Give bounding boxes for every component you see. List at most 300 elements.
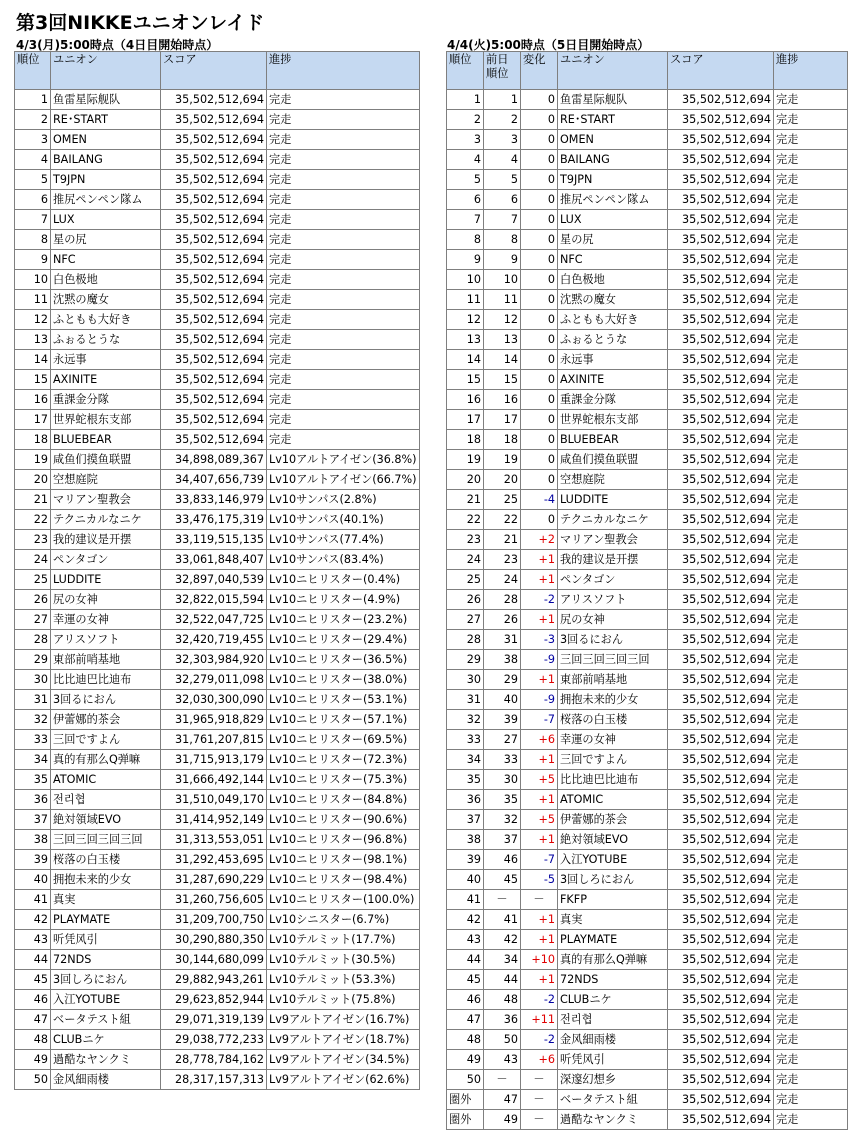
union-cell: ふともも大好き — [558, 310, 668, 330]
rank-cell: 21 — [15, 490, 51, 510]
score-cell: 35,502,512,694 — [668, 490, 774, 510]
union-cell: 重課金分隊 — [51, 390, 161, 410]
union-cell: T9JPN — [558, 170, 668, 190]
left-table-subtitle: 4/3(月)5:00時点（4日目開始時点） — [16, 38, 219, 52]
score-cell: 33,119,515,135 — [161, 530, 267, 550]
score-cell: 35,502,512,694 — [161, 150, 267, 170]
rank-cell: 11 — [447, 290, 484, 310]
rank-cell: 27 — [15, 610, 51, 630]
rank-cell: 20 — [447, 470, 484, 490]
progress-cell: 完走 — [267, 370, 420, 390]
rank-cell: 9 — [15, 250, 51, 270]
score-cell: 35,502,512,694 — [668, 950, 774, 970]
score-cell: 31,260,756,605 — [161, 890, 267, 910]
prev-rank-cell: 36 — [484, 1010, 521, 1030]
table-row — [15, 170, 420, 190]
rank-cell: 39 — [447, 850, 484, 870]
table-row — [447, 590, 848, 610]
score-cell: 35,502,512,694 — [668, 410, 774, 430]
prev-rank-cell: 11 — [484, 290, 521, 310]
change-cell: -7 — [521, 850, 558, 870]
score-cell: 35,502,512,694 — [161, 170, 267, 190]
table-row — [447, 130, 848, 150]
union-cell: BLUEBEAR — [51, 430, 161, 450]
rank-cell: 4 — [447, 150, 484, 170]
rank-cell: 43 — [447, 930, 484, 950]
page-title: 第3回NIKKEユニオンレイド — [16, 12, 265, 34]
union-cell: ATOMIC — [51, 770, 161, 790]
score-cell: 32,420,719,455 — [161, 630, 267, 650]
change-cell: -9 — [521, 650, 558, 670]
progress-cell: 完走 — [267, 210, 420, 230]
prev-rank-cell: 2 — [484, 110, 521, 130]
table-row — [447, 750, 848, 770]
table-row — [447, 1070, 848, 1090]
rank-cell: 50 — [15, 1070, 51, 1090]
table-row — [15, 510, 420, 530]
rank-cell: 37 — [447, 810, 484, 830]
score-cell: 30,144,680,099 — [161, 950, 267, 970]
rank-cell: 3 — [15, 130, 51, 150]
progress-cell: Lv10ニヒリスター(98.4%) — [267, 870, 420, 890]
rank-cell: 31 — [15, 690, 51, 710]
change-cell: +1 — [521, 610, 558, 630]
union-cell: 重課金分隊 — [558, 390, 668, 410]
union-cell: 金风細雨楼 — [51, 1070, 161, 1090]
progress-cell: 完走 — [774, 950, 848, 970]
header-union: ユニオン — [558, 52, 668, 90]
progress-cell: 完走 — [774, 690, 848, 710]
table-row — [447, 290, 848, 310]
rank-cell: 19 — [15, 450, 51, 470]
progress-cell: Lv10アルトアイゼン(66.7%) — [267, 470, 420, 490]
change-cell: 0 — [521, 470, 558, 490]
union-cell: マリアン聖教会 — [558, 530, 668, 550]
rank-cell: 38 — [15, 830, 51, 850]
progress-cell: Lv10ニヒリスター(72.3%) — [267, 750, 420, 770]
progress-cell: Lv10アルトアイゼン(36.8%) — [267, 450, 420, 470]
table-row — [15, 950, 420, 970]
progress-cell: 完走 — [267, 290, 420, 310]
rank-cell: 31 — [447, 690, 484, 710]
rank-cell: 32 — [15, 710, 51, 730]
progress-cell: Lv10ニヒリスター(53.1%) — [267, 690, 420, 710]
union-cell: 過酷なヤンクミ — [558, 1110, 668, 1130]
rank-cell: 13 — [447, 330, 484, 350]
score-cell: 35,502,512,694 — [668, 690, 774, 710]
rank-cell: 18 — [15, 430, 51, 450]
change-cell: +10 — [521, 950, 558, 970]
union-cell: 推尻ペンペン隊ム — [51, 190, 161, 210]
score-cell: 35,502,512,694 — [668, 450, 774, 470]
progress-cell: 完走 — [774, 130, 848, 150]
prev-rank-cell: 32 — [484, 810, 521, 830]
union-cell: 3回しろにおん — [558, 870, 668, 890]
rank-cell: 17 — [447, 410, 484, 430]
union-cell: 三回三回三回三回 — [51, 830, 161, 850]
rank-cell: 45 — [15, 970, 51, 990]
score-cell: 35,502,512,694 — [161, 410, 267, 430]
score-cell: 29,038,772,233 — [161, 1030, 267, 1050]
union-cell: ペンタゴン — [51, 550, 161, 570]
prev-rank-cell: 16 — [484, 390, 521, 410]
prev-rank-cell: 48 — [484, 990, 521, 1010]
rank-cell: 28 — [447, 630, 484, 650]
score-cell: 35,502,512,694 — [668, 650, 774, 670]
table-row — [15, 490, 420, 510]
score-cell: 34,898,089,367 — [161, 450, 267, 470]
change-cell: -2 — [521, 590, 558, 610]
prev-rank-cell: 35 — [484, 790, 521, 810]
table-row — [447, 390, 848, 410]
score-cell: 35,502,512,694 — [668, 470, 774, 490]
rank-cell: 40 — [15, 870, 51, 890]
change-cell: 0 — [521, 410, 558, 430]
progress-cell: 完走 — [774, 330, 848, 350]
progress-cell: 完走 — [267, 270, 420, 290]
progress-cell: Lv10ニヒリスター(100.0%) — [267, 890, 420, 910]
rank-cell: 1 — [447, 90, 484, 110]
table-row — [15, 410, 420, 430]
rank-cell: 16 — [447, 390, 484, 410]
header-rank: 順位 — [15, 52, 51, 90]
progress-cell: 完走 — [267, 110, 420, 130]
union-cell: ふぉるとうな — [51, 330, 161, 350]
progress-cell: Lv10ニヒリスター(36.5%) — [267, 650, 420, 670]
table-header-row — [15, 52, 420, 90]
union-cell: 絶対領域EVO — [558, 830, 668, 850]
table-row — [447, 690, 848, 710]
rank-cell: 49 — [15, 1050, 51, 1070]
table-row — [447, 1090, 848, 1110]
score-cell: 35,502,512,694 — [161, 110, 267, 130]
rank-cell: 15 — [15, 370, 51, 390]
table-row — [447, 1010, 848, 1030]
prev-rank-cell: 12 — [484, 310, 521, 330]
change-cell: － — [521, 1090, 558, 1110]
score-cell: 35,502,512,694 — [668, 850, 774, 870]
union-cell: RE･START — [51, 110, 161, 130]
progress-cell: 完走 — [774, 550, 848, 570]
rank-cell: 15 — [447, 370, 484, 390]
change-cell: -9 — [521, 690, 558, 710]
score-cell: 35,502,512,694 — [668, 730, 774, 750]
table-row — [15, 290, 420, 310]
table-row — [447, 990, 848, 1010]
table-row — [15, 670, 420, 690]
progress-cell: 完走 — [774, 810, 848, 830]
union-cell: 白色极地 — [51, 270, 161, 290]
score-cell: 33,476,175,319 — [161, 510, 267, 530]
ranking-table-day5 — [446, 51, 848, 1130]
table-row — [447, 850, 848, 870]
change-cell: +6 — [521, 730, 558, 750]
union-cell: アリスソフト — [51, 630, 161, 650]
score-cell: 35,502,512,694 — [161, 350, 267, 370]
progress-cell: Lv9アルトアイゼン(62.6%) — [267, 1070, 420, 1090]
score-cell: 35,502,512,694 — [668, 350, 774, 370]
score-cell: 35,502,512,694 — [668, 110, 774, 130]
table-row — [447, 730, 848, 750]
table-row — [15, 1070, 420, 1090]
rank-cell: 6 — [15, 190, 51, 210]
table-row — [15, 650, 420, 670]
change-cell: -4 — [521, 490, 558, 510]
score-cell: 35,502,512,694 — [161, 290, 267, 310]
progress-cell: 完走 — [774, 370, 848, 390]
change-cell: 0 — [521, 370, 558, 390]
table-row — [15, 470, 420, 490]
rank-cell: 36 — [15, 790, 51, 810]
rank-cell: 30 — [15, 670, 51, 690]
progress-cell: 完走 — [774, 210, 848, 230]
table-row — [15, 350, 420, 370]
progress-cell: 完走 — [774, 610, 848, 630]
change-cell: -5 — [521, 870, 558, 890]
score-cell: 35,502,512,694 — [668, 630, 774, 650]
progress-cell: Lv9アルトアイゼン(34.5%) — [267, 1050, 420, 1070]
progress-cell: 完走 — [267, 250, 420, 270]
table-row — [447, 770, 848, 790]
change-cell: +1 — [521, 750, 558, 770]
rank-cell: 39 — [15, 850, 51, 870]
union-cell: PLAYMATE — [51, 910, 161, 930]
progress-cell: Lv9アルトアイゼン(18.7%) — [267, 1030, 420, 1050]
progress-cell: 完走 — [774, 90, 848, 110]
score-cell: 35,502,512,694 — [668, 1010, 774, 1030]
progress-cell: 完走 — [774, 1010, 848, 1030]
change-cell: 0 — [521, 330, 558, 350]
score-cell: 35,502,512,694 — [668, 150, 774, 170]
progress-cell: 完走 — [774, 470, 848, 490]
progress-cell: 完走 — [774, 630, 848, 650]
union-cell: 3回るにおん — [558, 630, 668, 650]
table-row — [447, 350, 848, 370]
progress-cell: 完走 — [774, 1110, 848, 1130]
rank-cell: 48 — [15, 1030, 51, 1050]
union-cell: 金风細雨楼 — [558, 1030, 668, 1050]
progress-cell: 完走 — [267, 430, 420, 450]
rank-cell: 8 — [447, 230, 484, 250]
score-cell: 31,761,207,815 — [161, 730, 267, 750]
progress-cell: 完走 — [774, 930, 848, 950]
progress-cell: Lv10ニヒリスター(23.2%) — [267, 610, 420, 630]
progress-cell: 完走 — [267, 170, 420, 190]
progress-cell: 完走 — [774, 310, 848, 330]
change-cell: 0 — [521, 190, 558, 210]
progress-cell: 完走 — [774, 430, 848, 450]
union-cell: 3回しろにおん — [51, 970, 161, 990]
table-header-row — [447, 52, 848, 90]
table-row — [15, 90, 420, 110]
table-row — [447, 450, 848, 470]
table-row — [15, 150, 420, 170]
score-cell: 35,502,512,694 — [668, 750, 774, 770]
score-cell: 31,414,952,149 — [161, 810, 267, 830]
union-cell: 星の尻 — [51, 230, 161, 250]
prev-rank-cell: 40 — [484, 690, 521, 710]
rank-cell: 36 — [447, 790, 484, 810]
table-row — [15, 930, 420, 950]
union-cell: OMEN — [558, 130, 668, 150]
table-row — [447, 790, 848, 810]
prev-rank-cell: 9 — [484, 250, 521, 270]
table-row — [15, 810, 420, 830]
union-cell: 過酷なヤンクミ — [51, 1050, 161, 1070]
union-cell: 空想庭院 — [558, 470, 668, 490]
score-cell: 35,502,512,694 — [161, 230, 267, 250]
union-cell: ふともも大好き — [51, 310, 161, 330]
rank-cell: 24 — [447, 550, 484, 570]
prev-rank-cell: － — [484, 1070, 521, 1090]
table-row — [15, 830, 420, 850]
change-cell: +1 — [521, 910, 558, 930]
progress-cell: 完走 — [267, 130, 420, 150]
score-cell: 35,502,512,694 — [161, 250, 267, 270]
progress-cell: 完走 — [774, 410, 848, 430]
union-cell: 三回ですよん — [51, 730, 161, 750]
union-cell: AXINITE — [558, 370, 668, 390]
score-cell: 35,502,512,694 — [668, 930, 774, 950]
rank-cell: 34 — [447, 750, 484, 770]
score-cell: 32,522,047,725 — [161, 610, 267, 630]
prev-rank-cell: 5 — [484, 170, 521, 190]
change-cell: +2 — [521, 530, 558, 550]
prev-rank-cell: 34 — [484, 950, 521, 970]
table-row — [447, 430, 848, 450]
table-row — [15, 710, 420, 730]
prev-rank-cell: 39 — [484, 710, 521, 730]
rank-cell: 32 — [447, 710, 484, 730]
prev-rank-cell: 27 — [484, 730, 521, 750]
score-cell: 35,502,512,694 — [668, 610, 774, 630]
score-cell: 35,502,512,694 — [668, 190, 774, 210]
prev-rank-cell: 42 — [484, 930, 521, 950]
union-cell: 听凭风引 — [558, 1050, 668, 1070]
score-cell: 35,502,512,694 — [668, 170, 774, 190]
prev-rank-cell: 23 — [484, 550, 521, 570]
table-row — [447, 510, 848, 530]
union-cell: BAILANG — [51, 150, 161, 170]
union-cell: LUDDITE — [51, 570, 161, 590]
table-row — [447, 490, 848, 510]
rank-cell: 49 — [447, 1050, 484, 1070]
rank-cell: 23 — [15, 530, 51, 550]
rank-cell: 29 — [447, 650, 484, 670]
table-row — [15, 870, 420, 890]
score-cell: 32,030,300,090 — [161, 690, 267, 710]
score-cell: 35,502,512,694 — [668, 510, 774, 530]
score-cell: 35,502,512,694 — [668, 790, 774, 810]
table-row — [447, 570, 848, 590]
progress-cell: 完走 — [774, 750, 848, 770]
rank-cell: 37 — [15, 810, 51, 830]
change-cell: +1 — [521, 970, 558, 990]
header-prev-rank-label: 前日 順位 — [486, 53, 509, 80]
union-cell: LUDDITE — [558, 490, 668, 510]
prev-rank-cell: 19 — [484, 450, 521, 470]
progress-cell: Lv10テルミット(17.7%) — [267, 930, 420, 950]
score-cell: 35,502,512,694 — [161, 190, 267, 210]
header-progress: 進捗 — [774, 52, 848, 90]
table-row — [15, 130, 420, 150]
change-cell: 0 — [521, 510, 558, 530]
union-cell: 尻の女神 — [51, 590, 161, 610]
progress-cell: 完走 — [774, 1050, 848, 1070]
score-cell: 35,502,512,694 — [668, 330, 774, 350]
score-cell: 29,882,943,261 — [161, 970, 267, 990]
rank-cell: 25 — [447, 570, 484, 590]
change-cell: +1 — [521, 830, 558, 850]
progress-cell: 完走 — [267, 330, 420, 350]
union-cell: RE･START — [558, 110, 668, 130]
rank-cell: 10 — [447, 270, 484, 290]
progress-cell: Lv10テルミット(53.3%) — [267, 970, 420, 990]
rank-cell: 11 — [15, 290, 51, 310]
rank-cell: 47 — [447, 1010, 484, 1030]
table-row — [447, 110, 848, 130]
rank-cell: 12 — [15, 310, 51, 330]
progress-cell: Lv10サンパス(83.4%) — [267, 550, 420, 570]
union-cell: ベータテスト組 — [51, 1010, 161, 1030]
table-row — [447, 330, 848, 350]
header-rank: 順位 — [447, 52, 484, 90]
prev-rank-cell: 6 — [484, 190, 521, 210]
progress-cell: 完走 — [774, 890, 848, 910]
union-cell: 拥抱未来的少女 — [51, 870, 161, 890]
score-cell: 35,502,512,694 — [668, 1050, 774, 1070]
change-cell: 0 — [521, 250, 558, 270]
progress-cell: 完走 — [267, 410, 420, 430]
rank-cell: 29 — [15, 650, 51, 670]
progress-cell: Lv10ニヒリスター(29.4%) — [267, 630, 420, 650]
union-cell: 真的有那么Q弹嘛 — [558, 950, 668, 970]
union-cell: 世界蛇根东支部 — [558, 410, 668, 430]
progress-cell: 完走 — [774, 290, 848, 310]
rank-cell: 16 — [15, 390, 51, 410]
union-cell: 伊蕾娜的茶会 — [558, 810, 668, 830]
prev-rank-cell: 46 — [484, 850, 521, 870]
table-row — [447, 370, 848, 390]
table-row — [447, 930, 848, 950]
union-cell: 永远事 — [558, 350, 668, 370]
prev-rank-cell: 49 — [484, 1110, 521, 1130]
progress-cell: 完走 — [774, 1090, 848, 1110]
table-row — [15, 390, 420, 410]
prev-rank-cell: 29 — [484, 670, 521, 690]
rank-cell: 28 — [15, 630, 51, 650]
progress-cell: 完走 — [774, 390, 848, 410]
table-row — [15, 430, 420, 450]
table-row — [447, 710, 848, 730]
union-cell: 三回ですよん — [558, 750, 668, 770]
rank-cell: 33 — [447, 730, 484, 750]
table-row — [15, 1010, 420, 1030]
rank-cell: 21 — [447, 490, 484, 510]
change-cell: 0 — [521, 90, 558, 110]
progress-cell: 完走 — [774, 530, 848, 550]
table-row — [15, 190, 420, 210]
union-cell: 沈黙の魔女 — [51, 290, 161, 310]
union-cell: 鱼雷星际舰队 — [558, 90, 668, 110]
progress-cell: Lv10ニヒリスター(90.6%) — [267, 810, 420, 830]
score-cell: 31,666,492,144 — [161, 770, 267, 790]
table-row — [447, 250, 848, 270]
rank-cell: 3 — [447, 130, 484, 150]
rank-cell: 14 — [15, 350, 51, 370]
score-cell: 35,502,512,694 — [668, 770, 774, 790]
union-cell: 東部前哨基地 — [51, 650, 161, 670]
